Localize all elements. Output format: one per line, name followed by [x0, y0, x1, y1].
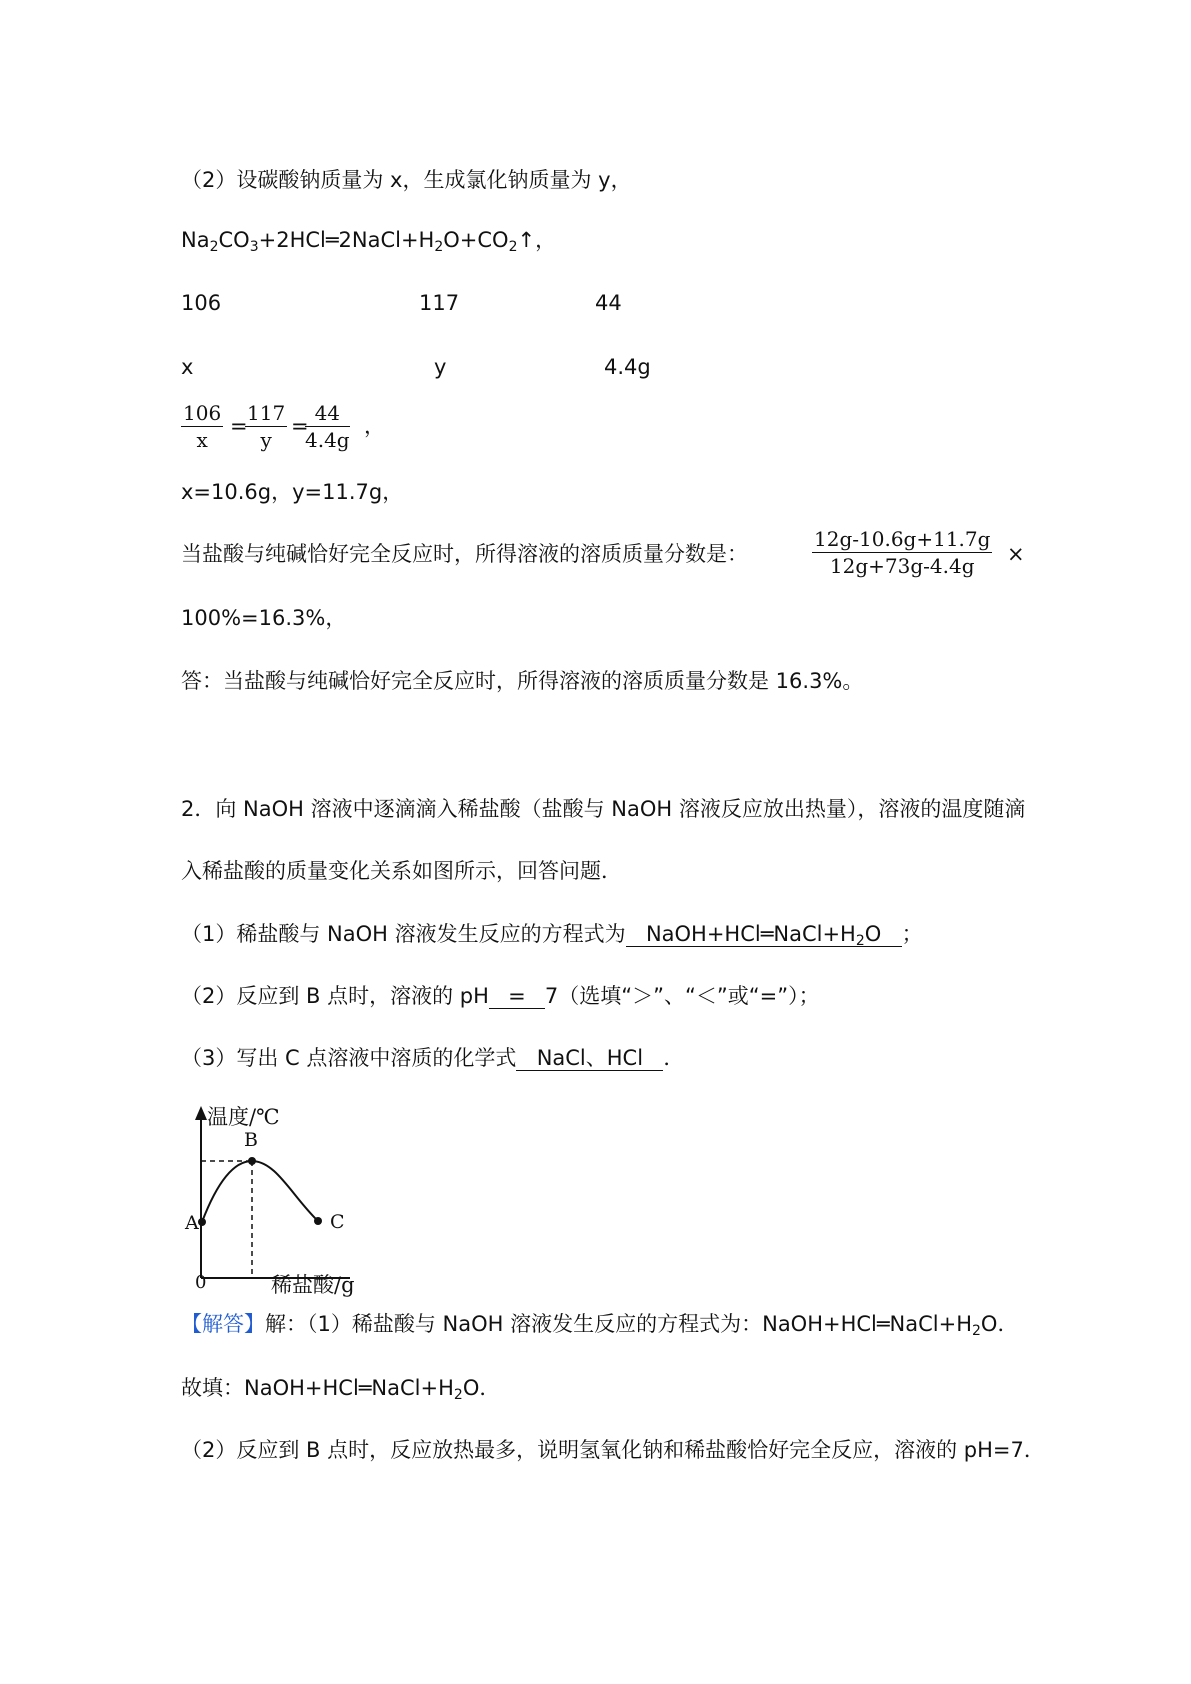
known-co2-mass: 4.4g	[604, 355, 651, 379]
eq-text: ↑，	[517, 228, 557, 252]
q2-sub-1-answer-sub: 2	[855, 933, 865, 949]
q2-sub-2	[181, 982, 820, 1010]
q2-sub-1	[181, 920, 923, 948]
eq-sub: 2	[434, 239, 444, 255]
eq-sub: 3	[249, 239, 259, 255]
fraction-106-x	[181, 400, 223, 453]
q2-stem-line-2: 入稀盐酸的质量变化关系如图所示，回答问题．	[181, 859, 622, 883]
x-axis-label: 稀盐酸/g	[271, 1273, 355, 1297]
q2-sub-2-answer: =	[489, 984, 545, 1009]
times-sign: ×	[1007, 542, 1025, 566]
point-c-label: C	[330, 1211, 345, 1233]
fraction-44-4.4g	[305, 400, 350, 453]
fraction-denominator: 12g+73g-4.4g	[829, 554, 975, 578]
fraction-numerator: 106	[183, 401, 222, 425]
origin-label: 0	[195, 1272, 207, 1293]
intro-line: （2）设碳酸钠质量为 x，生成氯化钠质量为 y，	[181, 168, 632, 192]
proportion-comma: ，	[364, 414, 385, 438]
result-line: x=10.6g，y=11.7g，	[181, 480, 404, 504]
solution-line-2	[181, 1374, 500, 1402]
point-a-marker	[198, 1218, 206, 1226]
solution-sub: 2	[453, 1387, 463, 1403]
temperature-graph	[180, 1098, 380, 1298]
q2-sub-3	[181, 1044, 684, 1072]
percent-line: 100%=16.3%，	[181, 606, 347, 630]
eq-text: CO	[218, 228, 250, 252]
fraction-denominator: x	[196, 428, 208, 452]
y-axis-arrow	[195, 1106, 207, 1120]
point-a-label: A	[185, 1212, 199, 1234]
ratio-co2: 44	[595, 291, 622, 315]
solution-line-3: （2）反应到 B 点时，反应放热最多，说明氢氧化钠和稀盐酸恰好完全反应，溶液的 pH=7．	[181, 1438, 1045, 1462]
q2-sub-1-prompt: （1）稀盐酸与 NaOH 溶液发生反应的方程式为	[181, 922, 626, 946]
fraction-denominator: y	[260, 428, 272, 452]
eq-text: O+CO	[443, 228, 509, 252]
mass-fraction	[812, 526, 992, 579]
solution-line-2-text: 故填：NaOH+HCl═NaCl+H	[181, 1376, 454, 1400]
solution-tag: 【解答】	[181, 1312, 265, 1336]
eq-text-na: Na	[181, 228, 210, 252]
equals-sign: =	[291, 414, 309, 438]
q2-sub-2-prompt: （2）反应到 B 点时，溶液的 pH	[181, 984, 489, 1008]
q2-sub-2-end: 7（选填“＞”、“＜”或“=”）；	[544, 984, 820, 1008]
q2-sub-3-prompt: （3）写出 C 点溶液中溶质的化学式	[181, 1046, 517, 1070]
q2-sub-1-answer-blank	[626, 922, 902, 947]
answer-line: 答：当盐酸与纯碱恰好完全反应时，所得溶液的溶质质量分数是 16.3%。	[181, 669, 864, 693]
mass-fraction-lead: 当盐酸与纯碱恰好完全反应时，所得溶液的溶质质量分数是：	[181, 542, 748, 566]
eq-sub: 2	[508, 239, 518, 255]
solution-line-1-tail: O．	[980, 1312, 1019, 1336]
q2-sub-1-answer-tail: O	[864, 922, 882, 946]
point-b-marker	[248, 1157, 256, 1165]
solution-line-2-tail: O．	[462, 1376, 501, 1400]
ratio-na2co3: 106	[181, 291, 222, 315]
q2-sub-1-answer: NaOH+HCl═NaCl+H	[645, 922, 856, 946]
point-c-marker	[314, 1217, 322, 1225]
eq-sub: 2	[209, 239, 219, 255]
fraction-numerator: 117	[247, 401, 286, 425]
solution-line-1-text: 解：（1）稀盐酸与 NaOH 溶液发生反应的方程式为：NaOH+HCl═NaCl+H	[265, 1312, 972, 1336]
fraction-117-y	[245, 400, 287, 453]
point-b-label: B	[244, 1129, 258, 1151]
y-axis-label: 温度/℃	[207, 1105, 280, 1129]
unknown-y: y	[434, 355, 447, 379]
solution-sub: 2	[972, 1323, 981, 1339]
fraction-numerator: 12g-10.6g+11.7g	[814, 527, 991, 551]
solution-line-1	[181, 1310, 1018, 1338]
fraction-numerator: 44	[314, 401, 341, 425]
temperature-curve	[202, 1161, 318, 1222]
eq-text: +2HCl═2NaCl+H	[258, 228, 435, 252]
unknown-x: x	[181, 355, 194, 379]
equals-sign: =	[230, 414, 248, 438]
q2-stem-line-1: 2．向 NaOH 溶液中逐滴滴入稀盐酸（盐酸与 NaOH 溶液反应放出热量），溶液的温度随滴	[181, 797, 1026, 821]
equation-line	[181, 226, 556, 254]
fraction-denominator: 4.4g	[305, 428, 350, 452]
q2-sub-1-end: ；	[901, 922, 923, 946]
q2-sub-3-end: ．	[663, 1046, 685, 1070]
q2-sub-3-answer: NaCl、HCl	[516, 1046, 663, 1071]
ratio-nacl: 117	[419, 291, 460, 315]
